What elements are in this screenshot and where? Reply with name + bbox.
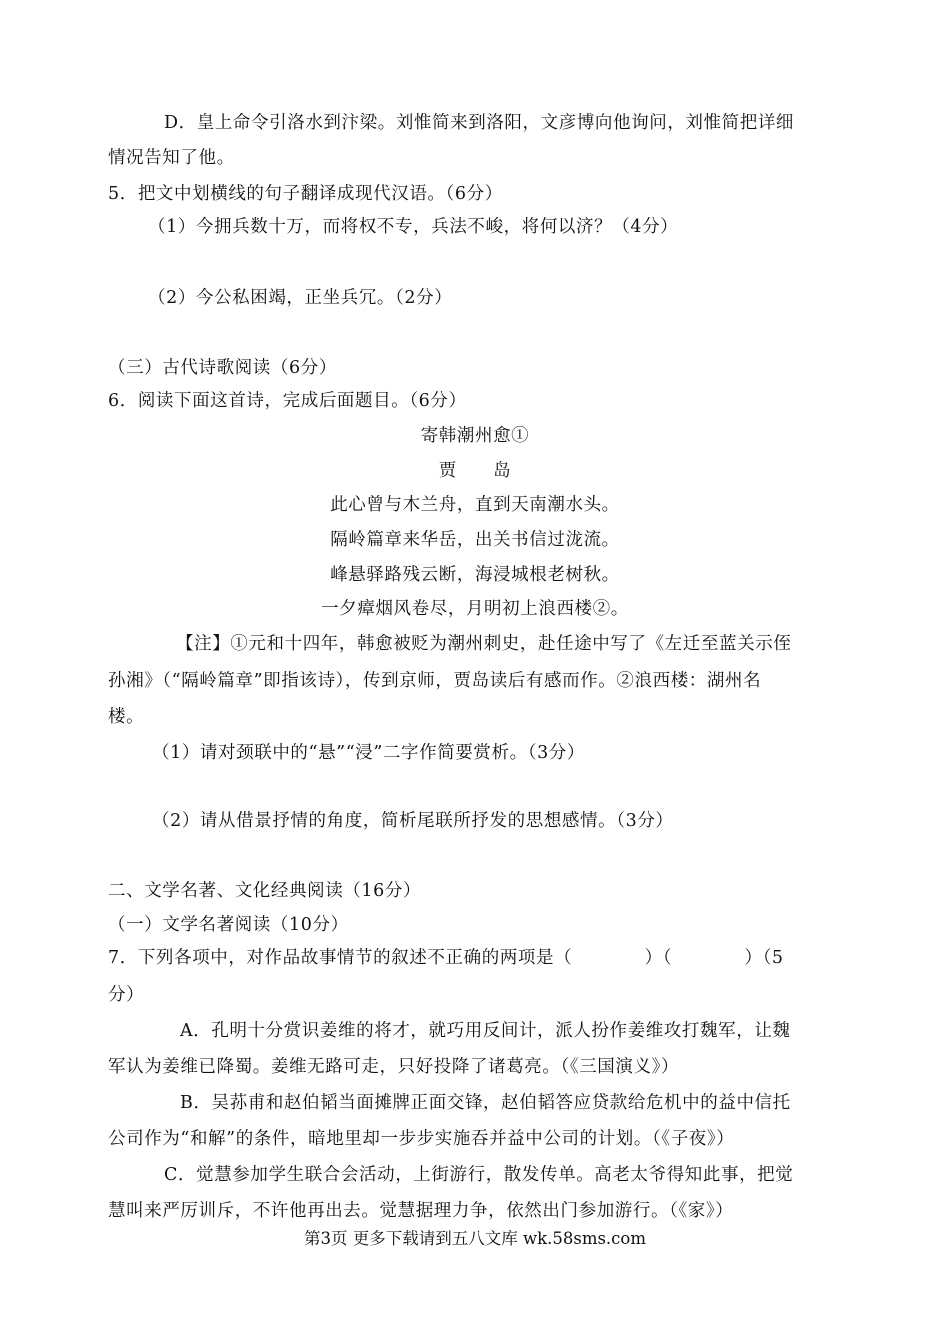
option-a-line2: 军认为姜维已降蜀。姜维无路可走，只好投降了诸葛亮。（《三国演义》） bbox=[108, 1057, 680, 1077]
question-5-part1: （1）今拥兵数十万，而将权不专，兵法不峻，将何以济？（4分） bbox=[148, 217, 679, 237]
option-c-line1: C．觉慧参加学生联合会活动，上街游行，散发传单。高老太爷得知此事，把觉 bbox=[164, 1165, 794, 1185]
section-classics-heading: （一）文学名著阅读（10分） bbox=[108, 915, 349, 935]
question-6-part1: （1）请对颈联中的“悬”“浸”二字作简要赏析。（3分） bbox=[152, 743, 586, 763]
part-2-heading: 二、文学名著、文化经典阅读（16分） bbox=[108, 881, 422, 901]
option-c-line2: 慧叫来严厉训斥，不许他再出去。觉慧据理力争，依然出门参加游行。（《家》） bbox=[108, 1201, 734, 1221]
poem-title: 寄韩潮州愈① bbox=[420, 426, 530, 446]
poem-line-4: 一夕瘴烟风卷尽，月明初上浪西楼②。 bbox=[321, 599, 629, 619]
poem-line-1: 此心曾与木兰舟，直到天南潮水头。 bbox=[330, 495, 620, 515]
poem-note-line2: 孙湘》（“隔岭篇章”即指该诗），传到京师，贾岛读后有感而作。②浪西楼：湖州名 bbox=[108, 671, 762, 691]
option-b-line2: 公司作为“和解”的条件，暗地里却一步步实施吞并益中公司的计划。（《子夜》） bbox=[108, 1129, 735, 1149]
poem-note-line1: 【注】①元和十四年，韩愈被贬为潮州刺史，赴任途中写了《左迁至蓝关示侄 bbox=[176, 634, 792, 654]
question-5: 5．把文中划横线的句子翻译成现代汉语。（6分） bbox=[108, 184, 503, 204]
poem-note-line3: 楼。 bbox=[108, 707, 145, 727]
question-6: 6．阅读下面这首诗，完成后面题目。（6分） bbox=[108, 391, 467, 411]
poem-author: 贾 岛 bbox=[438, 461, 512, 481]
question-7-line1: 7．下列各项中，对作品故事情节的叙述不正确的两项是（ ）（ ）（5 bbox=[108, 948, 784, 968]
question-6-part2: （2）请从借景抒情的角度，简析尾联所抒发的思想感情。（3分） bbox=[152, 811, 674, 831]
page-footer: 第3页 更多下载请到五八文库 wk.58sms.com bbox=[304, 1229, 646, 1248]
option-d-line1: D．皇上命令引洛水到汴梁。刘惟简来到洛阳，文彦博向他询问，刘惟简把详细 bbox=[164, 113, 795, 133]
option-a-line1: A．孔明十分赏识姜维的将才，就巧用反间计，派人扮作姜维攻打魏军，让魏 bbox=[180, 1021, 791, 1041]
question-7-line2: 分） bbox=[108, 985, 145, 1005]
option-d-line2: 情况告知了他。 bbox=[108, 148, 235, 168]
option-b-line1: B．吴荪甫和赵伯韬当面摊牌正面交锋，赵伯韬答应贷款给危机中的益中信托 bbox=[180, 1093, 791, 1113]
poem-line-3: 峰悬驿路残云断，海浸城根老树秋。 bbox=[330, 565, 620, 585]
section-poetry-heading: （三）古代诗歌阅读（6分） bbox=[108, 358, 337, 378]
question-5-part2: （2）今公私困竭，正坐兵冗。（2分） bbox=[148, 288, 453, 308]
poem-line-2: 隔岭篇章来华岳，出关书信过泷流。 bbox=[330, 530, 620, 550]
